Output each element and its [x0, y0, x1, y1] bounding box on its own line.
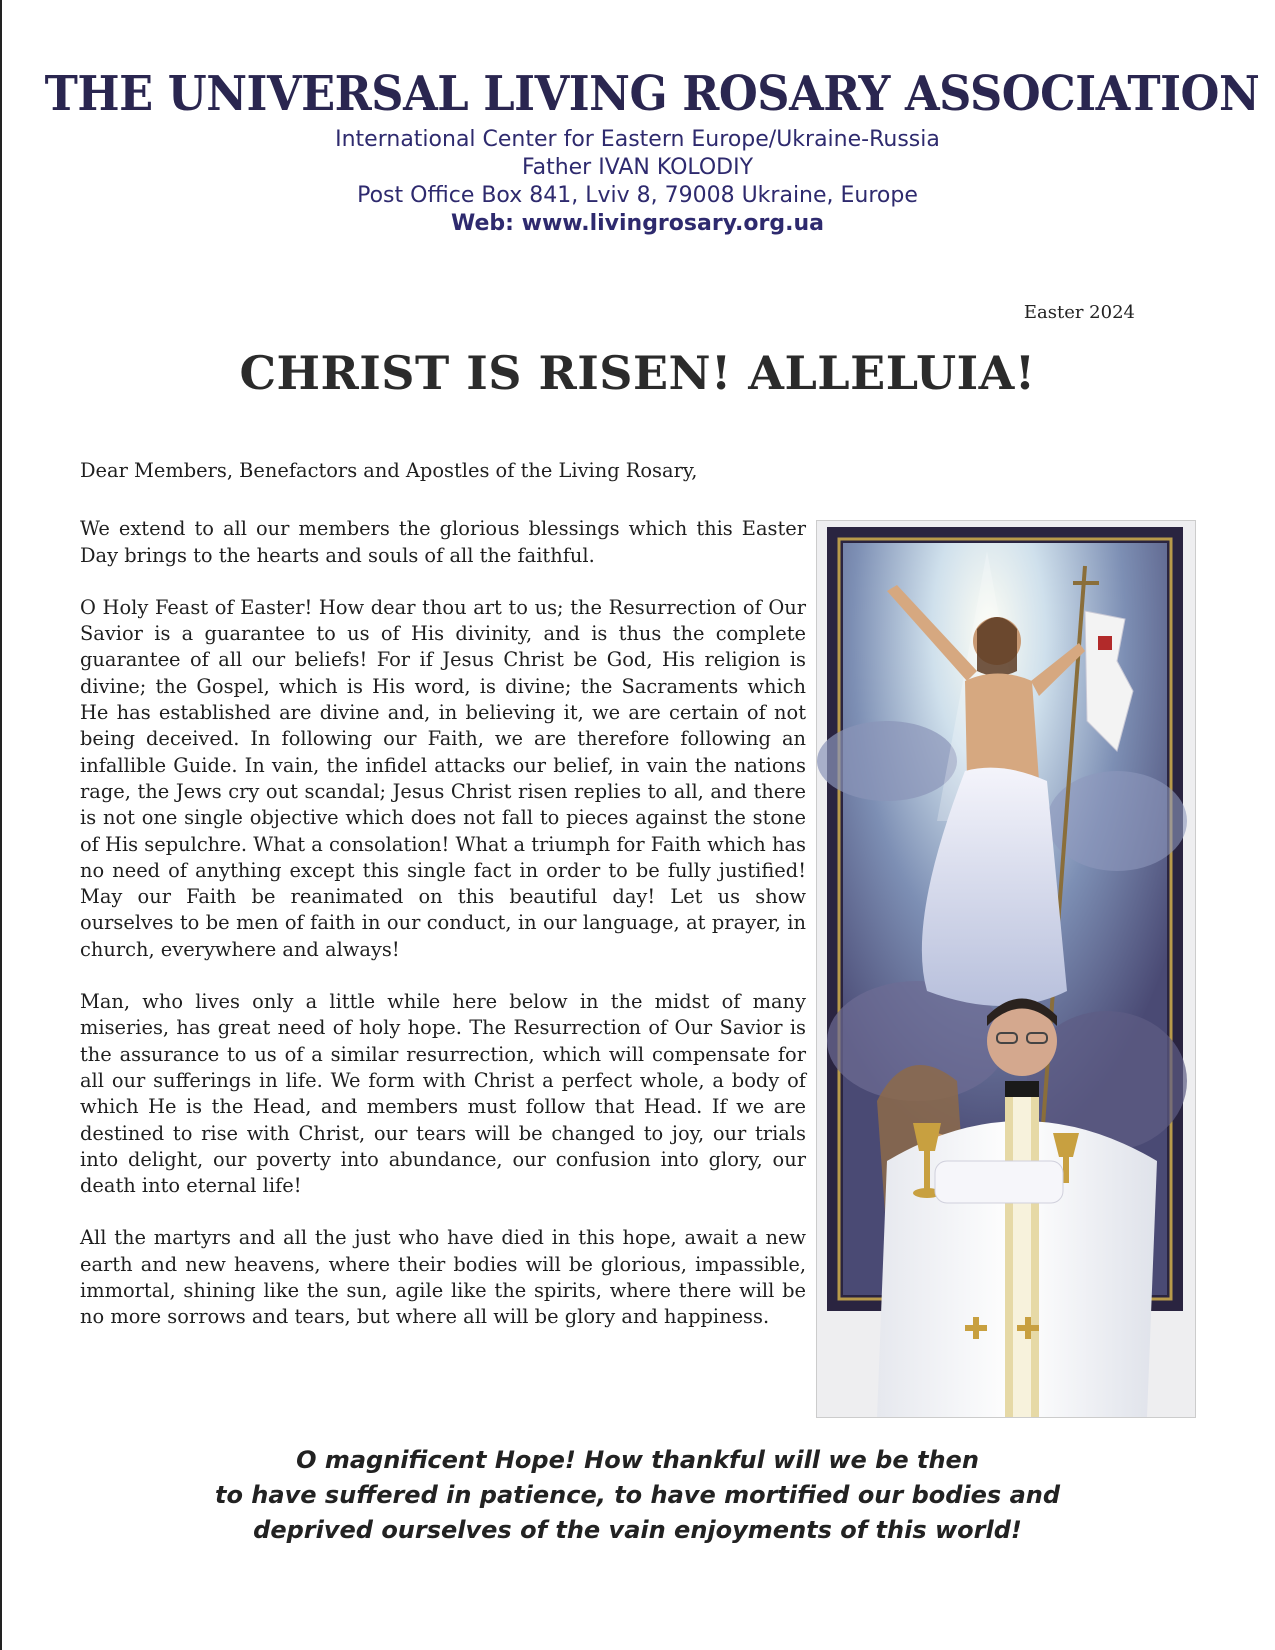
letterhead — [0, 62, 1275, 238]
resurrection-photo — [816, 520, 1196, 1418]
letter-body — [80, 458, 806, 1357]
paragraph-2: O Holy Feast of Easter! How dear thou art to us; the Resurrection of Our Savior is a guarantee to us of His divinity, and is thus the complete guarantee of all our beliefs! For if Jesus Christ be God, His religion is divine; the Gospel, which is His word, is divine; the Sacraments which He has established are divine and, in believing it, we are certain of not being deceived. In following our Faith, we are therefore following an infallible Guide. In vain, the infidel attacks our belief, in vain the nations rage, the Jews cry out scandal; Jesus Christ risen replies to all, and there is not one single objective which does not fall to pieces against the stone of His sepulchre. What a consolation! What a triumph for Faith which has no need of anything except this single fact in order to be fully justified! May our Faith be reanimated on this beautiful day! Let us show ourselves to be men of faith in our conduct, in our language, at prayer, in church, everywhere and always! — [80, 595, 806, 961]
paragraph-3: Man, who lives only a little while here below in the midst of many miseries, has great need of holy hope. The Resurrection of Our Savior is the assurance to us of a similar resurrection, which will compensate for all our sufferings in life. We form with Christ a perfect whole, a body of which He is the Head, and members must follow that Head. If we are destined to rise with Christ, our tears will be changed to joy, our trials into delight, our poverty into abundance, our confusion into glory, our death into eternal life! — [80, 990, 806, 1198]
headline: CHRIST IS RISEN! ALLELUIA! — [239, 346, 1036, 400]
closing-line-3: deprived ourselves of the vain enjoyments of this world! — [253, 1516, 1022, 1544]
paragraph-1: We extend to all our members the glorious blessings which this Easter Day brings to the hearts and souls of all the faithful. — [80, 517, 806, 567]
closing-line-2: to have suffered in patience, to have mortified our bodies and — [214, 1481, 1061, 1509]
website-link[interactable]: Web: www.livingrosary.org.ua — [451, 211, 824, 236]
closing-quote — [0, 1443, 1275, 1548]
organization-name: THE UNIVERSAL LIVING ROSARY ASSOCIATION — [44, 66, 1260, 122]
father-name: Father IVAN KOLODIY — [521, 155, 754, 180]
greeting: Dear Members, Benefactors and Apostles of the Living Rosary, — [80, 459, 698, 482]
page-edge-line — [0, 0, 2, 1650]
paragraph-4: All the martyrs and all the just who have died in this hope, await a new earth and new heavens, where their bodies will be glorious, impassible, immortal, shining like the sun, agile like the spirits, where there will be no more sorrows and tears, but where all will be glory and happiness. — [80, 1226, 806, 1329]
postal-address: Post Office Box 841, Lviv 8, 79008 Ukraine, Europe — [357, 183, 918, 208]
center-name: International Center for Eastern Europe/Ukraine-Russia — [335, 127, 940, 152]
closing-line-1: O magnificent Hope! How thankful will we be then — [296, 1446, 979, 1474]
letter-date: Easter 2024 — [1023, 302, 1135, 323]
